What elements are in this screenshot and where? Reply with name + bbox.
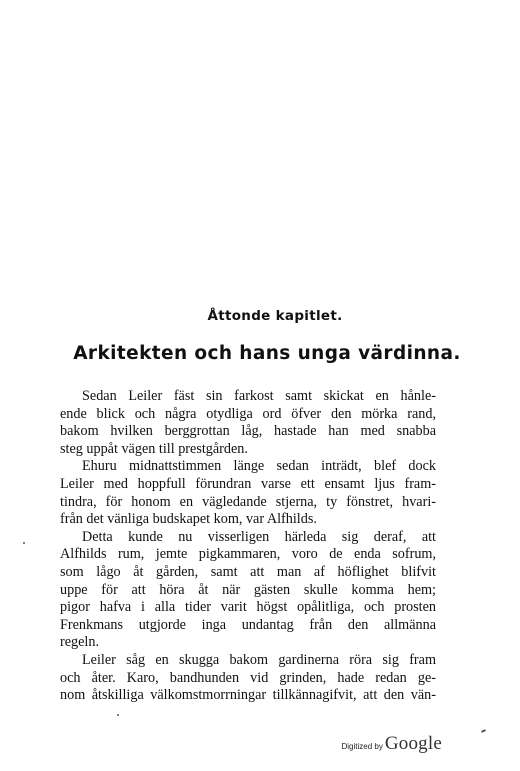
text-line: Sedan Leiler fäst sin farkost samt skickat en hånle- (82, 388, 436, 404)
text-line: uppe för att höra åt när gästen skulle komma hem; (60, 581, 436, 598)
text-line: och åter. Karo, bandhunden vid grinden, hade redan ge- (60, 669, 436, 686)
text-line: Leiler såg en skugga bakom gardinerna röra sig fram (82, 651, 436, 668)
text-line: ende blick och några otydliga ord öfver den mörka rand, (60, 405, 436, 422)
text-line: Leiler med hoppfull förundran varse ett ensamt ljus fram- (60, 475, 436, 492)
chapter-label: Åttonde kapitlet. (207, 308, 343, 324)
body-text (60, 388, 436, 705)
text-line: pigor hafva i alla tider varit högst opålitliga, och prosten (60, 599, 436, 616)
text-line: nom åtskilliga välkomstmorrningar tillkännagifvit, att den vän- (60, 687, 436, 704)
text-line: Ehuru midnattstimmen länge sedan inträdt, blef dock (82, 458, 436, 475)
text-line: som lågo åt gården, samt att man af höflighet blifvit (60, 563, 436, 580)
scan-speck (23, 542, 25, 544)
text-line: bakom hvilken berggrottan låg, hastade han med snabba (60, 423, 436, 440)
text-line: tindra, för honom en vägledande stjerna, ty fönstret, hvari- (60, 493, 436, 510)
text-line: steg uppåt vägen till prestgården. (60, 440, 248, 457)
text-line: Alfhilds rum, jemte pigkammaren, voro de enda sofrum, (60, 546, 436, 563)
google-logo: Google (384, 733, 442, 754)
digitized-by-label: Digitized by (341, 742, 383, 751)
text-line: Detta kunde nu visserligen härleda sig deraf, att (82, 528, 436, 545)
text-line: från det vänliga budskapet kom, var Alfhilds. (60, 511, 317, 528)
chapter-title: Arkitekten och hans unga värdinna. (73, 343, 461, 364)
scan-speck (117, 714, 119, 716)
text-line: regeln. (60, 634, 99, 651)
text-line: Frenkmans utgjorde inga undantag från den allmänna (60, 616, 436, 633)
digitized-by-google-watermark (342, 733, 443, 755)
scan-speck (481, 729, 486, 733)
